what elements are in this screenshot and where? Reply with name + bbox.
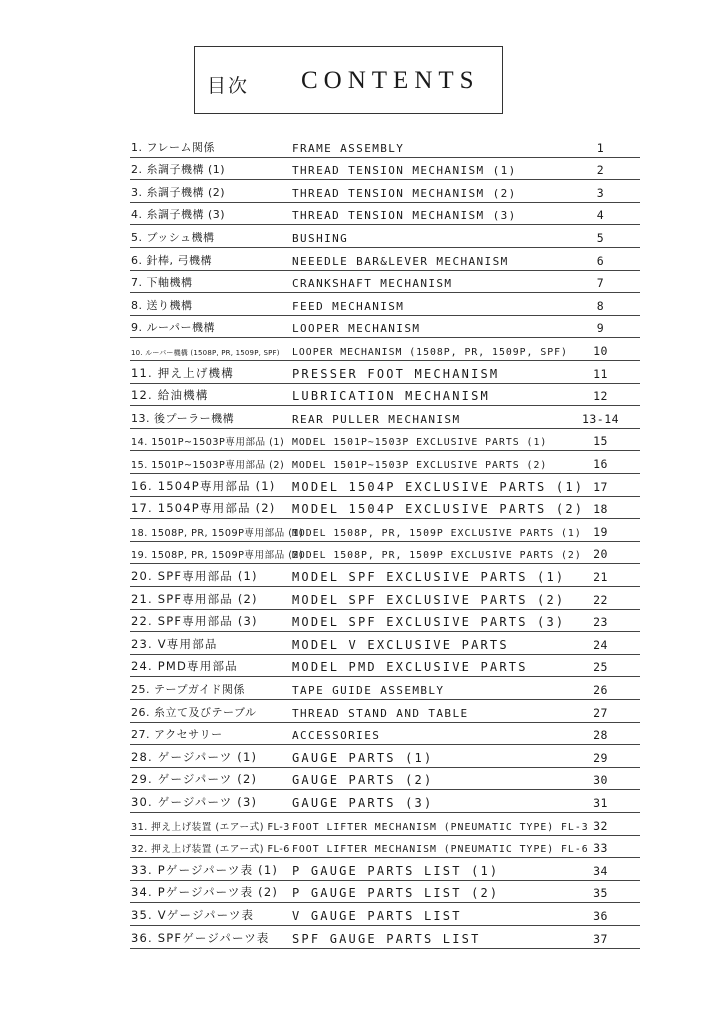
toc-entry [0,587,724,610]
entry-page-number: 6 [596,253,605,268]
entry-english-title: BUSHING [292,231,349,245]
entry-japanese-title: 19. 1508P, PR, 1509P専用部品 (2) [131,550,304,562]
entry-page-number: 20 [593,547,608,562]
toc-entry [0,519,724,542]
toc-entry [0,225,724,248]
entry-english-title: LUBRICATION MECHANISM [292,389,490,404]
entry-japanese-title: 26. 糸立て及びテーブル [131,705,257,719]
entry-english-title: MODEL SPF EXCLUSIVE PARTS (3) [292,615,566,630]
entry-english-title: PRESSER FOOT MECHANISM [292,366,500,381]
entry-japanese-title: 30. ゲージパーツ (3) [131,794,258,809]
entry-japanese-title: 8. 送り機構 [131,298,193,312]
entry-page-number: 36 [593,908,608,923]
toc-entry [0,361,724,384]
entry-english-title: LOOPER MECHANISM [292,322,421,336]
entry-page-number: 27 [593,705,608,720]
entry-page-number: 13-14 [581,411,620,426]
title-box [194,46,503,114]
toc-entry [0,271,724,294]
toc-entry [0,248,724,271]
entry-japanese-title: 18. 1508P, PR, 1509P専用部品 (1) [131,527,304,539]
entry-japanese-title: 11. 押え上げ機構 [131,365,234,380]
entry-japanese-title: 17. 1504P専用部品 (2) [131,501,276,516]
toc-entry [0,836,724,859]
entry-japanese-title: 36. SPFゲージパーツ表 [131,930,270,945]
toc-entry [0,700,724,723]
entry-english-title: MODEL 1504P EXCLUSIVE PARTS (2) [292,502,585,517]
entry-japanese-title: 2. 糸調子機構 (1) [131,163,226,177]
toc-entry [0,429,724,452]
toc-entry [0,451,724,474]
entry-page-number: 21 [593,569,608,584]
entry-page-number: 30 [593,773,608,788]
toc-entry [0,474,724,497]
entry-page-number: 29 [593,750,608,765]
entry-japanese-title: 25. テープガイド関係 [131,682,245,696]
entry-page-number: 24 [593,637,608,652]
entry-page-number: 37 [593,931,608,946]
entry-page-number: 10 [593,343,608,358]
entry-english-title: MODEL SPF EXCLUSIVE PARTS (1) [292,569,566,584]
entry-japanese-title: 32. 押え上げ装置 (エアー式) FL-6 [131,844,290,856]
toc-entry [0,926,724,949]
entry-english-title: THREAD STAND AND TABLE [292,706,469,720]
entry-english-title: MODEL SPF EXCLUSIVE PARTS (2) [292,592,566,607]
entry-english-title: MODEL PMD EXCLUSIVE PARTS [292,660,528,675]
entry-japanese-title: 7. 下軸機構 [131,276,193,290]
entry-page-number: 23 [593,615,608,630]
toc-entry [0,406,724,429]
entry-japanese-title: 27. アクセサリー [131,728,223,742]
entry-japanese-title: 24. PMD専用部品 [131,659,238,674]
entry-japanese-title: 23. V専用部品 [131,636,218,651]
toc-entry [0,632,724,655]
entry-english-title: THREAD TENSION MECHANISM (2) [292,186,517,200]
toc-entry [0,158,724,181]
entry-english-title: FOOT LIFTER MECHANISM (PNEUMATIC TYPE) FL-3 [292,821,589,833]
entry-japanese-title: 15. 1501P~1503P専用部品 (2) [131,459,285,471]
entry-page-number: 18 [593,502,608,517]
entry-page-number: 33 [593,841,608,856]
entry-english-title: ACCESSORIES [292,729,381,743]
entry-japanese-title: 21. SPF専用部品 (2) [131,591,258,606]
toc-entry [0,135,724,158]
entry-page-number: 31 [593,795,608,810]
entry-japanese-title: 33. Pゲージパーツ表 (1) [131,862,279,877]
entry-page-number: 7 [596,276,605,291]
entry-english-title: P GAUGE PARTS LIST (1) [292,863,500,878]
toc-entry [0,768,724,791]
toc-entry [0,497,724,520]
entry-page-number: 5 [596,230,605,245]
toc-entry [0,655,724,678]
entry-japanese-title: 9. ルーパー機構 [131,321,215,335]
toc-entry [0,203,724,226]
entry-page-number: 1 [596,140,605,155]
entry-page-number: 26 [593,682,608,697]
entry-page-number: 8 [596,298,605,313]
toc-entry [0,293,724,316]
entry-japanese-title: 6. 針棒, 弓機構 [131,253,212,267]
entry-underline [130,948,640,949]
entry-english-title: REAR PULLER MECHANISM [292,412,461,426]
entry-page-number: 32 [593,818,608,833]
toc-entry [0,723,724,746]
entry-english-title: MODEL 1508P, PR, 1509P EXCLUSIVE PARTS (1) [292,527,582,539]
entry-page-number: 22 [593,592,608,607]
entry-japanese-title: 20. SPF専用部品 (1) [131,568,258,583]
entry-page-number: 19 [593,524,608,539]
entry-english-title: FEED MECHANISM [292,299,405,313]
entry-page-number: 2 [596,163,605,178]
entry-english-title: THREAD TENSION MECHANISM (3) [292,209,517,223]
entry-page-number: 4 [596,208,605,223]
entry-page-number: 15 [593,434,608,449]
entry-english-title: FRAME ASSEMBLY [292,141,405,155]
entry-japanese-title: 16. 1504P専用部品 (1) [131,478,276,493]
entry-page-number: 12 [593,389,608,404]
entry-english-title: THREAD TENSION MECHANISM (1) [292,164,517,178]
entry-english-title: GAUGE PARTS (1) [292,750,434,765]
entry-english-title: FOOT LIFTER MECHANISM (PNEUMATIC TYPE) FL-6 [292,844,589,856]
toc-entry [0,858,724,881]
entry-english-title: LOOPER MECHANISM (1508P, PR, 1509P, SPF) [292,346,568,358]
entry-japanese-title: 13. 後プーラー機構 [131,411,235,425]
entry-japanese-title: 1. フレーム関係 [131,140,216,154]
entry-page-number: 25 [593,660,608,675]
entry-english-title: P GAUGE PARTS LIST (2) [292,886,500,901]
toc-entry [0,542,724,565]
entry-english-title: GAUGE PARTS (2) [292,773,434,788]
toc-entry [0,813,724,836]
entry-japanese-title: 14. 1501P~1503P専用部品 (1) [131,437,285,449]
entry-japanese-title: 12. 給油機構 [131,388,209,403]
entry-japanese-title: 5. ブッシュ機構 [131,230,215,244]
entry-page-number: 35 [593,886,608,901]
entry-english-title: MODEL V EXCLUSIVE PARTS [292,637,509,652]
entry-english-title: CRANKSHAFT MECHANISM [292,277,453,291]
entry-english-title: NEEEDLE BAR&LEVER MECHANISM [292,254,509,268]
entry-japanese-title: 3. 糸調子機構 (2) [131,185,226,199]
title-japanese: 目次 [207,75,250,97]
entry-english-title: SPF GAUGE PARTS LIST [292,931,481,946]
entry-page-number: 16 [593,456,608,471]
entry-english-title: MODEL 1501P~1503P EXCLUSIVE PARTS (2) [292,459,548,471]
entry-english-title: MODEL 1501P~1503P EXCLUSIVE PARTS (1) [292,437,548,449]
toc-entry [0,677,724,700]
entry-japanese-title: 34. Pゲージパーツ表 (2) [131,885,279,900]
entry-english-title: TAPE GUIDE ASSEMBLY [292,683,445,697]
entry-japanese-title: 22. SPF専用部品 (3) [131,614,258,629]
toc-entry [0,881,724,904]
entry-japanese-title: 29. ゲージパーツ (2) [131,772,258,787]
toc-entry [0,790,724,813]
entry-japanese-title: 10. ルーパー機構 (1508P, PR, 1509P, SPF) [131,348,280,357]
title-english: CONTENTS [301,67,480,94]
entry-japanese-title: 4. 糸調子機構 (3) [131,208,226,222]
toc-entry [0,903,724,926]
entry-page-number: 28 [593,728,608,743]
entry-english-title: GAUGE PARTS (3) [292,795,434,810]
entry-page-number: 17 [593,479,608,494]
toc-entry [0,384,724,407]
entry-page-number: 11 [593,366,608,381]
entry-english-title: V GAUGE PARTS LIST [292,908,462,923]
toc-entry [0,564,724,587]
toc-entry [0,610,724,633]
entry-english-title: MODEL 1508P, PR, 1509P EXCLUSIVE PARTS (2) [292,550,582,562]
entry-english-title: MODEL 1504P EXCLUSIVE PARTS (1) [292,479,585,494]
entry-page-number: 34 [593,863,608,878]
toc-entry [0,316,724,339]
entry-japanese-title: 35. Vゲージパーツ表 [131,907,255,922]
entry-page-number: 3 [596,185,605,200]
entry-japanese-title: 31. 押え上げ装置 (エアー式) FL-3 [131,821,290,833]
toc-entry [0,180,724,203]
toc-entry [0,745,724,768]
toc-entry [0,338,724,361]
entry-japanese-title: 28. ゲージパーツ (1) [131,749,258,764]
entry-page-number: 9 [596,321,605,336]
